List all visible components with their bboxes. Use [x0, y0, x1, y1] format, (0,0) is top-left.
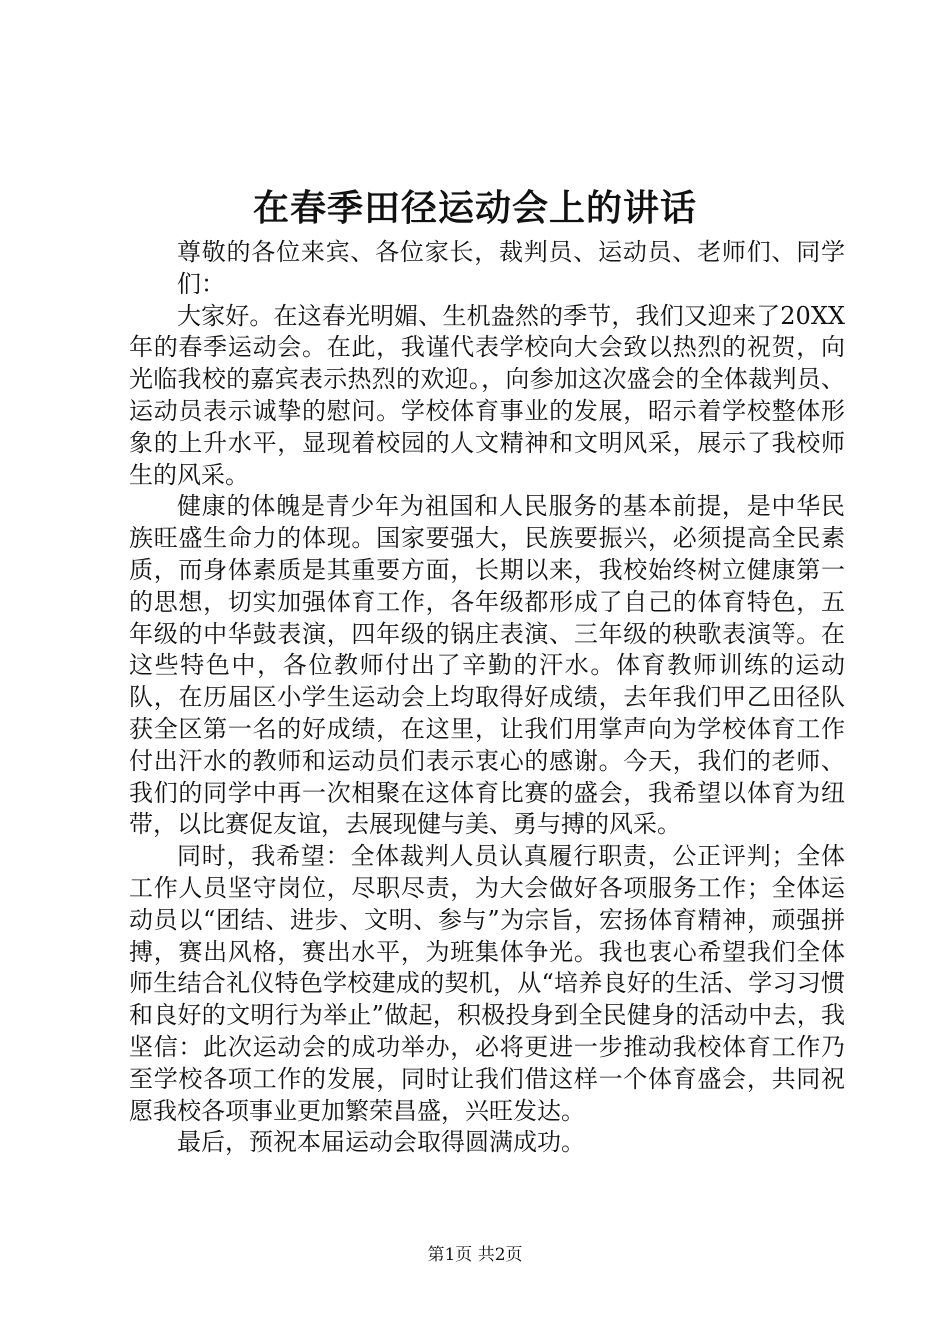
document-title: 在春季田径运动会上的讲话	[252, 187, 697, 229]
paragraph-1: 大家好。在这春光明媚、生机盎然的季节，我们又迎来了20XX年的春季运动会。在此，我谨代表学校向大会致以热烈的祝贺，向光临我校的嘉宾表示热烈的欢迎。，向参加这次盛会的全体裁判员、运动员表示诚挚的慰问。学校体育事业的发展，昭示着学校整体形象的上升水平，显现着校园的人文精神和文明风采，展示了我校师生的风采。	[129, 301, 845, 489]
salutation: 尊敬的各位来宾、各位家长，裁判员、运动员、老师们、同学们：	[177, 238, 845, 298]
paragraph-3: 同时，我希望：全体裁判人员认真履行职责，公正评判；全体工作人员坚守岗位，尽职尽责，为大会做好各项服务工作；全体运动员以“团结、进步、文明、参与”为宗旨，宏扬体育精神，顽强拼搏，赛出风格，赛出水平，为班集体争光。我也衷心希望我们全体师生结合礼仪特色学校建成的契机，从“培养良好的生活、学习习惯和良好的文明行为举止”做起，积极投身到全民健身的活动中去，我坚信：此次运动会的成功举办，必将更进一步推动我校体育工作乃至学校各项工作的发展，同时让我们借这样一个体育盛会，共同祝愿我校各项事业更加繁荣昌盛，兴旺发达。	[129, 842, 845, 1125]
paragraph-4: 最后，预祝本届运动会取得圆满成功。	[177, 1128, 585, 1157]
document-body	[129, 237, 845, 1159]
paragraph-2: 健康的体魄是青少年为祖国和人民服务的基本前提，是中华民族旺盛生命力的体现。国家要强大，民族要振兴，必须提高全民素质，而身体素质是其重要方面，长期以来，我校始终树立健康第一的思想，切实加强体育工作，各年级都形成了自己的体育特色，五年级的中华鼓表演，四年级的锅庄表演、三年级的秧歌表演等。在这些特色中，各位教师付出了辛勤的汗水。体育教师训练的运动队，在历届区小学生运动会上均取得好成绩，去年我们甲乙田径队获全区第一名的好成绩，在这里，让我们用掌声向为学校体育工作付出汗水的教师和运动员们表示衷心的感谢。今天，我们的老师、我们的同学中再一次相聚在这体育比赛的盛会，我希望以体育为纽带，以比赛促友谊，去展现健与美、勇与搏的风采。	[129, 492, 845, 839]
page-number-footer: 第1页 共2页	[427, 1245, 523, 1265]
